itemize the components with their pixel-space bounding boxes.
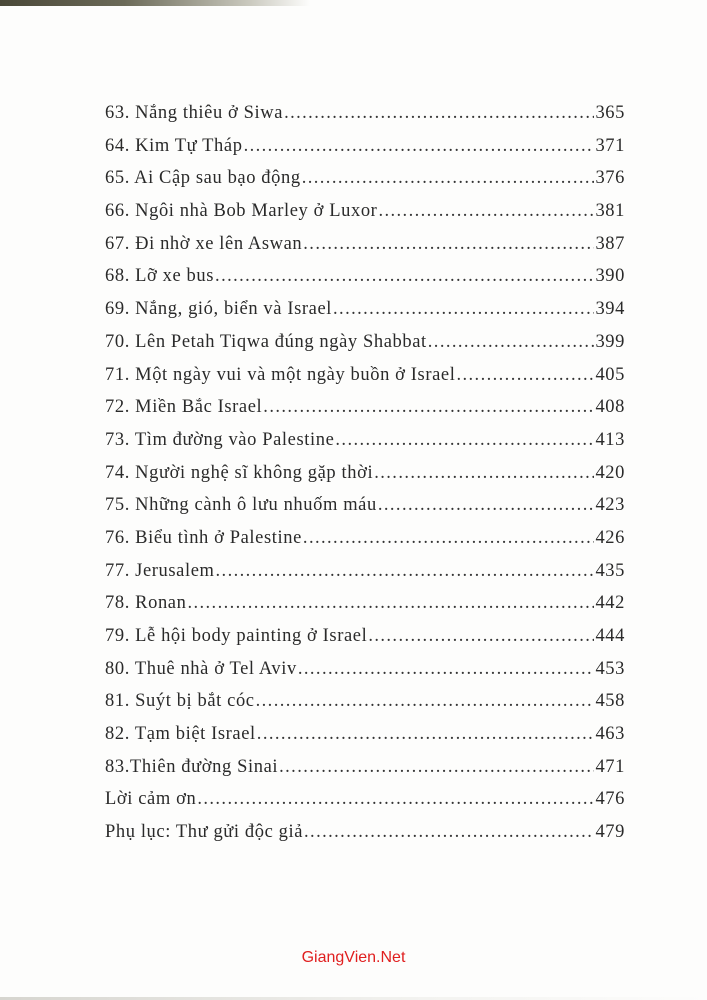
toc-leader-dots: [335, 430, 594, 451]
toc-entry: [105, 397, 625, 430]
toc-entry-page: 479: [595, 822, 625, 843]
toc-entry-page: 444: [595, 626, 625, 646]
toc-leader-dots: [374, 463, 594, 484]
toc-leader-dots: [303, 234, 594, 255]
toc-leader-dots: [284, 103, 594, 124]
toc-entry: [105, 822, 625, 855]
toc-leader-dots: [263, 397, 594, 418]
toc-entry-title: 74. Người nghệ sĩ không gặp thời: [105, 462, 374, 483]
toc-entry: [105, 103, 625, 136]
toc-leader-dots: [378, 495, 595, 516]
toc-entry: [105, 724, 625, 757]
toc-entry-title: 83.Thiên đường Sinai: [105, 756, 279, 777]
toc-leader-dots: [298, 659, 595, 680]
toc-leader-dots: [257, 724, 595, 745]
toc-entry-page: 387: [595, 233, 625, 254]
page-edge-shadow: [0, 0, 310, 6]
toc-entry: [105, 332, 625, 365]
toc-entry-page: 435: [595, 560, 625, 581]
toc-leader-dots: [279, 757, 594, 778]
toc-entry: [105, 789, 625, 822]
toc-entry: [105, 430, 625, 463]
toc-entry-title: Lời cảm ơn: [105, 789, 197, 810]
toc-entry-title: 78. Ronan: [105, 593, 187, 614]
toc-entry-page: 442: [595, 593, 625, 614]
toc-entry-title: 79. Lễ hội body painting ở Israel: [105, 626, 368, 646]
toc-entry-title: 81. Suýt bị bắt cóc: [105, 691, 255, 712]
toc-entry-page: 376: [595, 168, 625, 189]
toc-entry-title: 67. Đi nhờ xe lên Aswan: [105, 233, 303, 254]
toc-leader-dots: [333, 299, 594, 320]
toc-entry-page: 381: [595, 201, 625, 222]
toc-entry-title: 72. Miền Bắc Israel: [105, 397, 263, 418]
toc-entry: [105, 593, 625, 626]
toc-leader-dots: [368, 626, 594, 647]
toc-entry-title: 68. Lỡ xe bus: [105, 266, 215, 287]
toc-entry-title: 80. Thuê nhà ở Tel Aviv: [105, 658, 297, 679]
toc-entry-page: 390: [595, 266, 625, 287]
toc-leader-dots: [197, 789, 594, 810]
toc-entry: [105, 136, 625, 169]
toc-entry-title: 76. Biểu tình ở Palestine: [105, 527, 302, 548]
toc-entry-title: Phụ lục: Thư gửi độc giả: [105, 822, 304, 843]
toc-leader-dots: [428, 332, 595, 353]
toc-entry-page: 405: [595, 364, 625, 385]
toc-leader-dots: [303, 528, 595, 549]
toc-entry-page: 471: [595, 756, 625, 777]
toc-entry: [105, 691, 625, 724]
toc-entry-page: 394: [595, 299, 625, 320]
toc-entry: [105, 463, 625, 496]
toc-leader-dots: [456, 365, 594, 386]
toc-entry-page: 420: [595, 462, 625, 483]
toc-entry: [105, 365, 625, 398]
toc-entry: [105, 201, 625, 234]
toc-entry: [105, 561, 625, 594]
toc-entry-page: 453: [595, 658, 625, 679]
toc-leader-dots: [302, 168, 595, 189]
toc-entry-title: 75. Những cành ô lưu nhuốm máu: [105, 495, 377, 516]
toc-entry: [105, 299, 625, 332]
toc-entry-title: 82. Tạm biệt Israel: [105, 724, 256, 745]
toc-entry-page: 408: [595, 397, 625, 418]
toc-entry: [105, 626, 625, 659]
toc-entry: [105, 495, 625, 528]
toc-entry: [105, 528, 625, 561]
toc-entry-title: 64. Kim Tự Tháp: [105, 135, 243, 156]
toc-entry: [105, 168, 625, 201]
toc-leader-dots: [244, 136, 595, 157]
toc-entry: [105, 757, 625, 790]
toc-entry-title: 71. Một ngày vui và một ngày buồn ở Israel: [105, 364, 456, 385]
toc-leader-dots: [378, 201, 594, 222]
toc-entry-page: 423: [595, 495, 625, 516]
toc-entry-page: 399: [595, 331, 625, 352]
toc-leader-dots: [304, 822, 594, 843]
toc-entry: [105, 234, 625, 267]
toc-entry-page: 458: [595, 691, 625, 712]
toc-entry-page: 413: [595, 429, 625, 450]
toc-entry-page: 371: [595, 135, 625, 156]
toc-entry-title: 66. Ngôi nhà Bob Marley ở Luxor: [105, 201, 378, 222]
toc-leader-dots: [256, 691, 595, 712]
toc-entry-title: 77. Jerusalem: [105, 560, 215, 581]
toc-leader-dots: [215, 266, 594, 287]
toc-leader-dots: [216, 561, 595, 582]
toc-entry-title: 73. Tìm đường vào Palestine: [105, 429, 335, 450]
toc-entry: [105, 266, 625, 299]
toc-entry-title: 65. Ai Cập sau bạo động: [105, 168, 301, 189]
toc-entry-page: 463: [595, 724, 625, 745]
toc-entry-title: 70. Lên Petah Tiqwa đúng ngày Shabbat: [105, 331, 427, 352]
toc-entry-title: 63. Nắng thiêu ở Siwa: [105, 103, 284, 123]
toc-entry-page: 476: [595, 789, 625, 810]
watermark: GiangVien.Net: [301, 949, 406, 966]
toc-entry: [105, 659, 625, 692]
toc-entry-title: 69. Nắng, gió, biển và Israel: [105, 299, 333, 320]
toc-leader-dots: [187, 593, 594, 614]
toc-entry-page: 365: [595, 103, 625, 123]
table-of-contents: [105, 103, 625, 855]
toc-entry-page: 426: [595, 527, 625, 548]
